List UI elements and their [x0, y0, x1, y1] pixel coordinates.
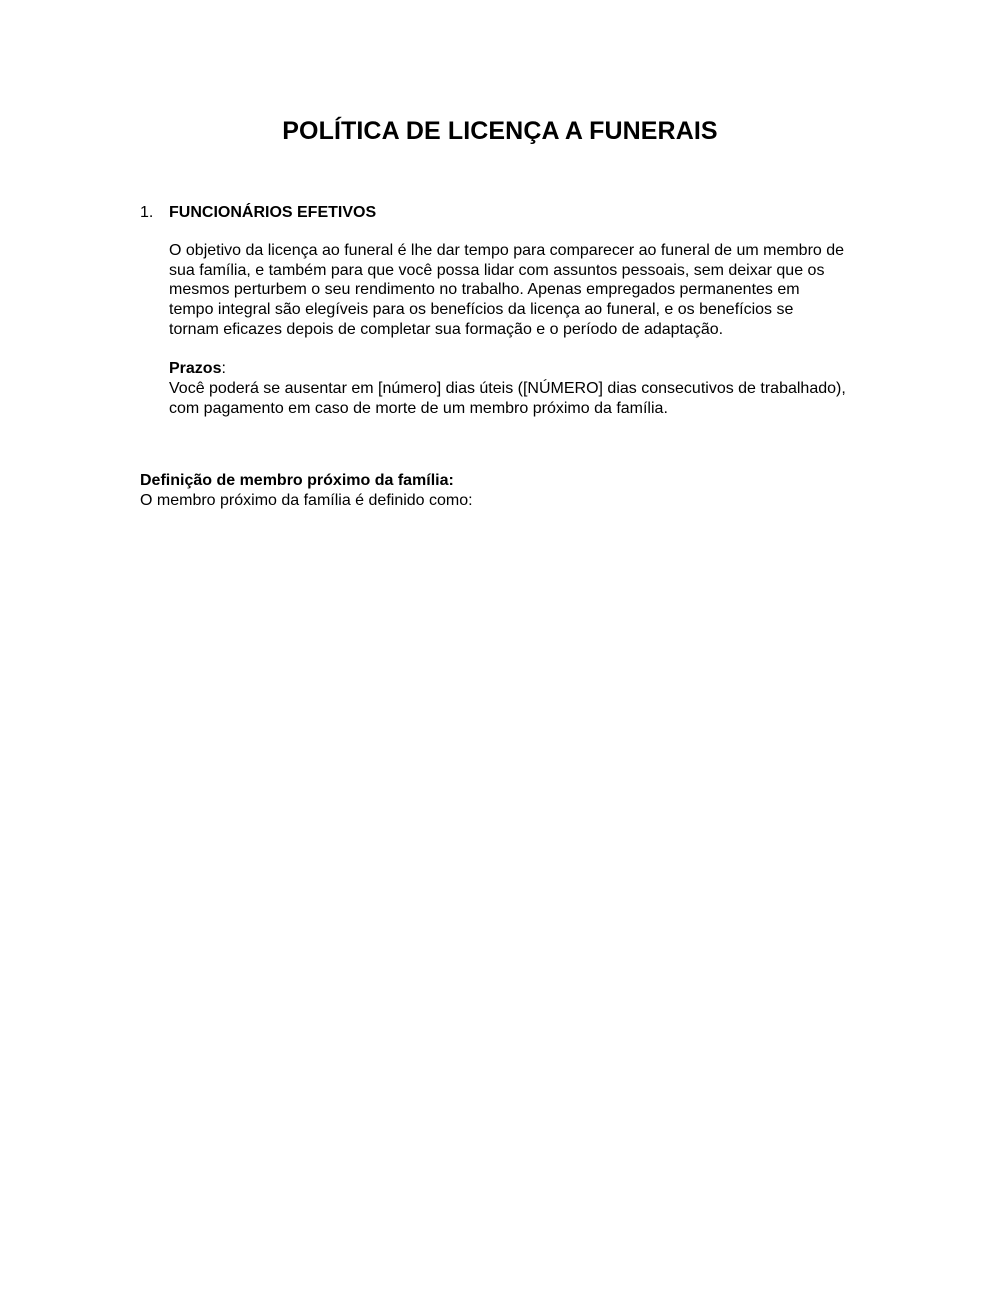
paragraph-line: mesmos perturbem o seu rendimento no trabalho. Apenas empregados permanentes em: [169, 281, 800, 299]
document-title: POLÍTICA DE LICENÇA A FUNERAIS: [282, 117, 718, 145]
paragraph-line: com pagamento em caso de morte de um membro próximo da família.: [169, 399, 668, 417]
prazos-label: Prazos: [169, 360, 222, 377]
definition-heading: Definição de membro próximo da família:: [140, 472, 454, 489]
paragraph-line: Você poderá se ausentar em [número] dias úteis ([NÚMERO] dias consecutivos de trabalhado),: [169, 380, 846, 397]
prazos-heading: [169, 359, 869, 379]
objective-paragraph: [169, 241, 869, 340]
paragraph-line: tornam eficazes depois de completar sua formação e o período de adaptação.: [169, 320, 724, 338]
prazos-paragraph: [169, 379, 869, 418]
section-heading: [140, 203, 376, 223]
paragraph-line: sua família, e também para que você possa lidar com assuntos pessoais, sem deixar que os: [169, 261, 825, 279]
section-number: 1.: [140, 204, 154, 221]
prazos-colon: :: [221, 360, 226, 377]
section-heading-label: FUNCIONÁRIOS EFETIVOS: [169, 204, 377, 221]
definition-text: O membro próximo da família é definido como:: [140, 492, 473, 509]
paragraph-line: tempo integral são elegíveis para os benefícios da licença ao funeral, e os benefícios se: [169, 301, 794, 319]
paragraph-line: O objetivo da licença ao funeral é lhe dar tempo para comparecer ao funeral de um membro de: [169, 242, 845, 259]
